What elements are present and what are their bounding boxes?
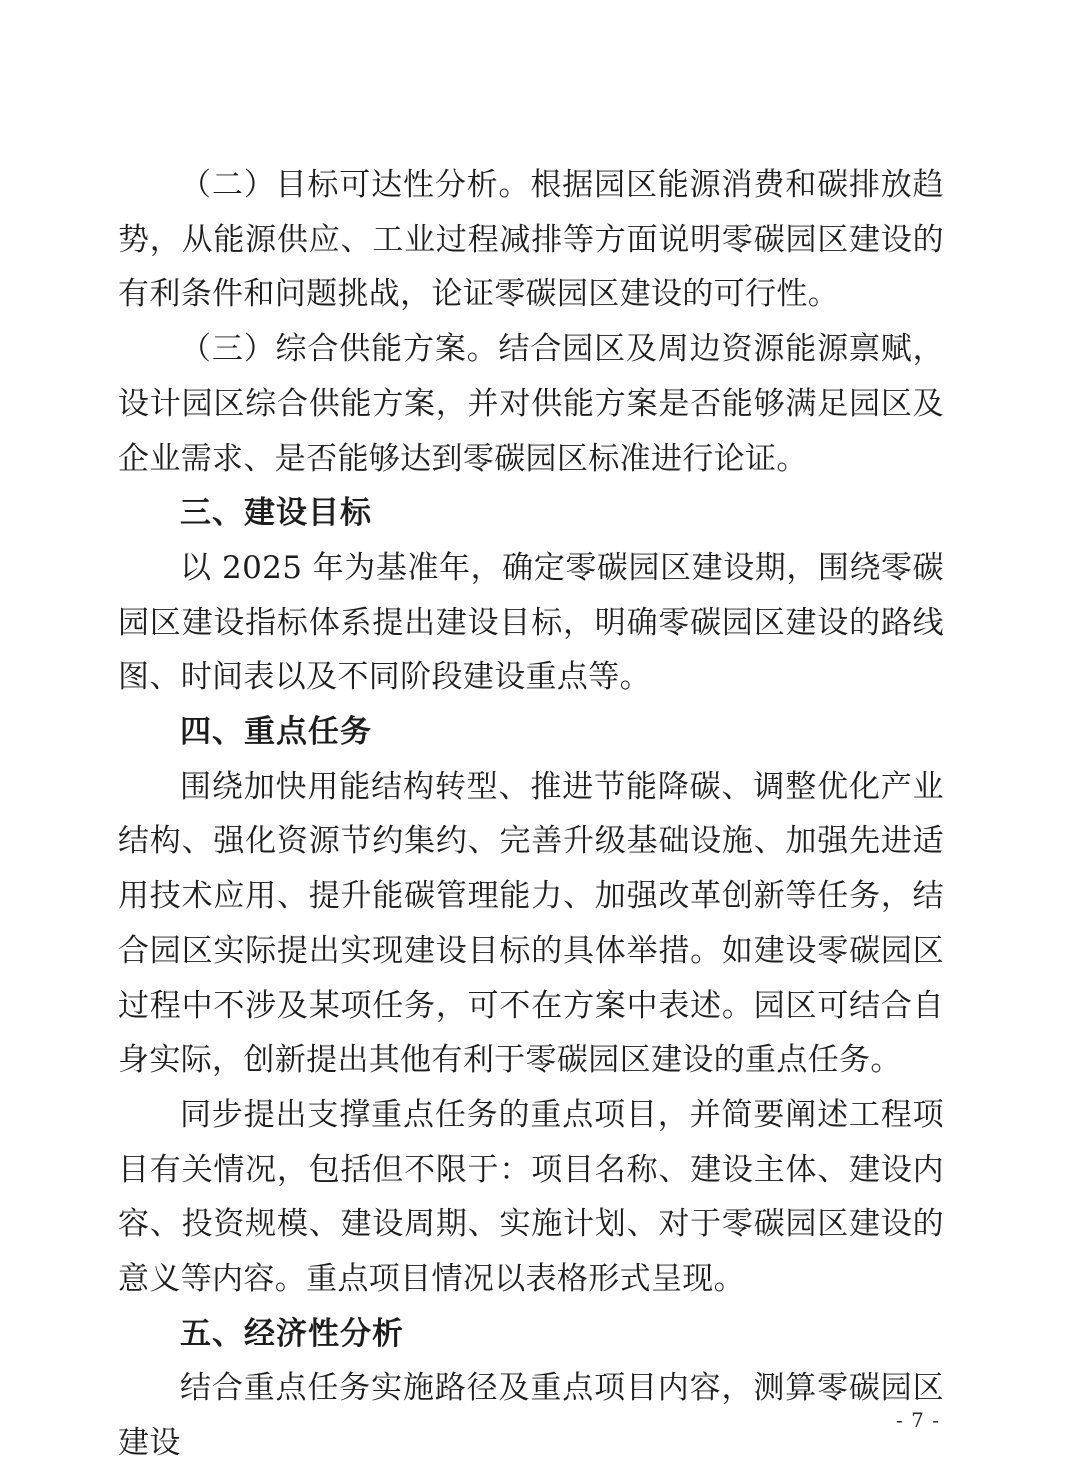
section-heading-construction-goals: 三、建设目标 — [180, 495, 372, 532]
paragraph-target-feasibility: （二）目标可达性分析。根据园区能源消费和碳排放趋势，从能源供应、工业过程减排等方面说明零碳园区建设的有利条件和问题挑战，论证零碳园区建设的可行性。 — [118, 167, 944, 313]
paragraph-key-tasks: 围绕加快用能结构转型、推进节能降碳、调整优化产业结构、强化资源节约集约、完善升级基础设施、加强先进适用技术应用、提升能碳管理能力、加强改革创新等任务，结合园区实际提出实现建设目标的具体举措。如建设零碳园区过程中不涉及某项任务，可不在方案中表述。园区可结合自身实际，创新提出其他有利于零碳园区建设的重点任务。 — [118, 768, 944, 1079]
document-body — [118, 158, 944, 1471]
page-number: - 7 - — [896, 1408, 940, 1432]
paragraph-energy-supply-plan: （三）综合供能方案。结合园区及周边资源能源禀赋，设计园区综合供能方案，并对供能方案是否能够满足园区及企业需求、是否能够达到零碳园区标准进行论证。 — [118, 331, 944, 477]
paragraph-key-projects: 同步提出支撑重点任务的重点项目，并简要阐述工程项目有关情况，包括但不限于：项目名称、建设主体、建设内容、投资规模、建设周期、实施计划、对于零碳园区建设的意义等内容。重点项目情况以表格形式呈现。 — [118, 1096, 944, 1298]
section-heading-key-tasks: 四、重点任务 — [180, 714, 372, 751]
paragraph-construction-goals: 以 2025 年为基准年，确定零碳园区建设期，围绕零碳园区建设指标体系提出建设目标，明确零碳园区建设的路线图、时间表以及不同阶段建设重点等。 — [118, 549, 944, 696]
section-heading-economic-analysis: 五、经济性分析 — [180, 1315, 404, 1352]
paragraph-economic-analysis: 结合重点任务实施路径及重点项目内容，测算零碳园区建设 — [118, 1370, 944, 1462]
